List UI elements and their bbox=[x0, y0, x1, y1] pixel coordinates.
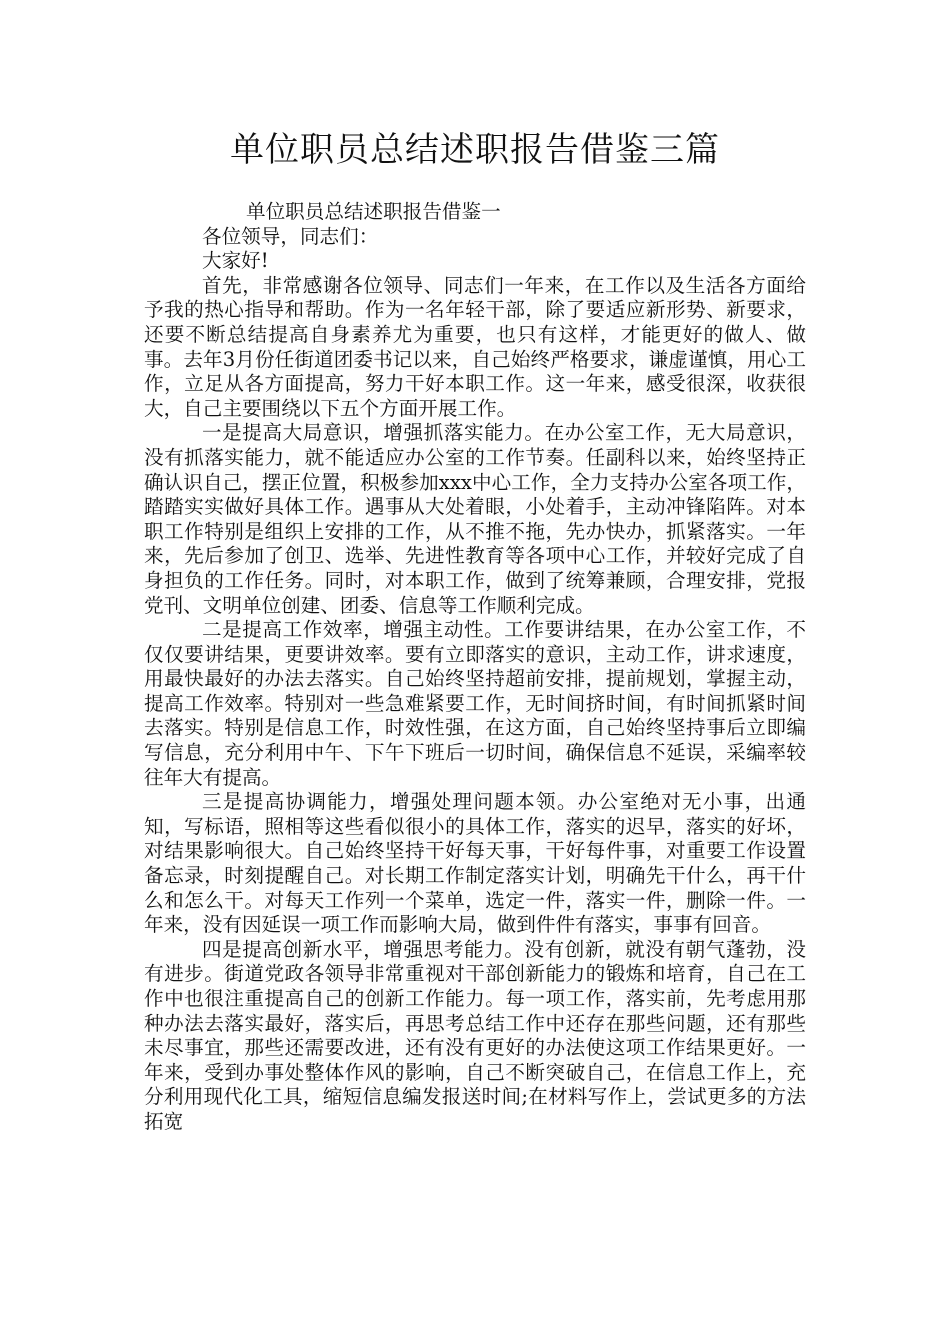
paragraph: 四是提高创新水平，增强思考能力。没有创新，就没有朝气蓬勃，没有进步。街道党政各领导非常重视对干部创新能力的锻炼和培育，自己在工作中也很注重提高自己的创新工作能力。每一项工作，落实前，先考虑用那种办法去落实最好，落实后，再思考总结工作中还存在那些问题，还有那些未尽事宜，那些还需要改进，还有没有更好的办法使这项工作结果更好。一年来，受到办事处整体作风的影响，自己不断突破自己，在信息工作上，充分利用现代化工具，缩短信息编发报送时间;在材料写作上，尝试更多的方法拓宽 bbox=[144, 937, 806, 1133]
paragraph: 二是提高工作效率，增强主动性。工作要讲结果，在办公室工作，不仅仅要讲结果，更要讲效率。要有立即落实的意识，主动工作，讲求速度，用最快最好的办法去落实。自己始终坚持超前安排，提前规划，掌握主动，提高工作效率。特别对一些急难紧要工作，无时间挤时间，有时间抓紧时间去落实。特别是信息工作，时效性强，在这方面，自己始终坚持事后立即编写信息，充分利用中午、下午下班后一切时间，确保信息不延误，采编率较往年大有提高。 bbox=[144, 618, 806, 789]
document-title: 单位职员总结述职报告借鉴三篇 bbox=[230, 130, 720, 170]
paragraph: 一是提高大局意识，增强抓落实能力。在办公室工作，无大局意识，没有抓落实能力，就不能适应办公室的工作节奏。任副科以来，始终坚持正确认识自己，摆正位置，积极参加xxx中心工作，全力支持办公室各项工作，踏踏实实做好具体工作。遇事从大处着眼，小处着手，主动冲锋陷阵。对本职工作特别是组织上安排的工作，从不推不拖，先办快办，抓紧落实。一年来，先后参加了创卫、选举、先进性教育等各项中心工作，并较好完成了自身担负的工作任务。同时，对本职工作，做到了统筹兼顾，合理安排，党报党刊、文明单位创建、团委、信息等工作顺利完成。 bbox=[144, 421, 806, 617]
paragraph: 首先，非常感谢各位领导、同志们一年来，在工作以及生活各方面给予我的热心指导和帮助。作为一名年轻干部，除了要适应新形势、新要求，还要不断总结提高自身素养尤为重要，也只有这样，才能更好的做人、做事。去年3月份任街道团委书记以来，自己始终严格要求，谦虚谨慎，用心工作，立足从各方面提高，努力干好本职工作。这一年来，感受很深，收获很大，自己主要围绕以下五个方面开展工作。 bbox=[144, 273, 806, 420]
paragraph: 三是提高协调能力，增强处理问题本领。办公室绝对无小事，出通知，写标语，照相等这些看似很小的具体工作，落实的迟早，落实的好坏，对结果影响很大。自己始终坚持干好每天事，干好每件事，对重要工作设置备忘录，时刻提醒自己。对长期工作制定落实计划，明确先干什么，再干什么和怎么干。对每天工作列一个菜单，选定一件，落实一件，删除一件。一年来，没有因延误一项工作而影响大局，做到件件有落实，事事有回音。 bbox=[144, 790, 806, 937]
section-heading: 单位职员总结述职报告借鉴一 bbox=[246, 200, 501, 223]
document-body bbox=[144, 200, 806, 1135]
greeting-line: 大家好! bbox=[202, 249, 269, 273]
salutation-line: 各位领导，同志们： bbox=[202, 224, 379, 248]
